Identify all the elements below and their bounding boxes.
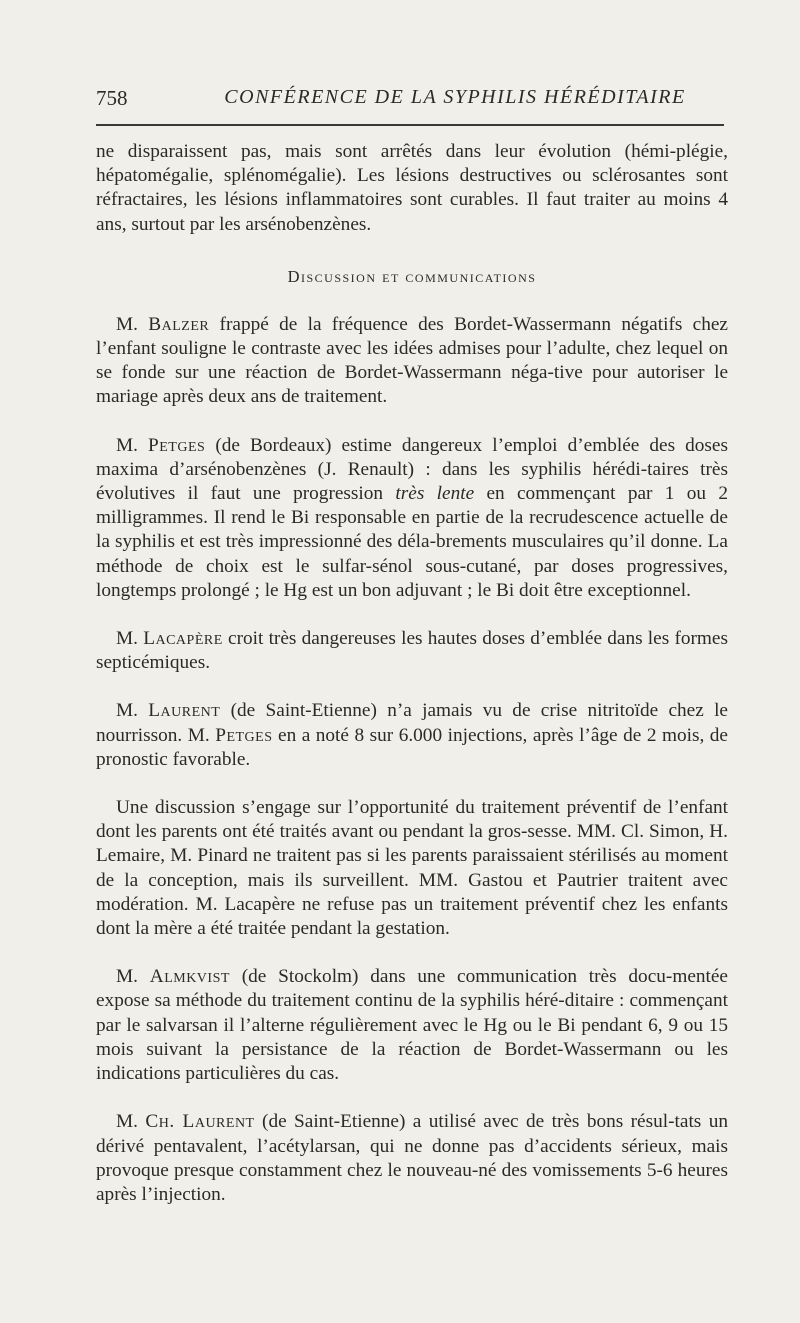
paragraph-balzer: M. Balzer frappé de la fréquence des Bordet-Wassermann négatifs chez l’enfant souligne le contraste avec les idées admises pour l’adulte, chez lequel on se fonde sur une réaction de Bordet-Wassermann néga-tive pour autoriser le mariage après deux ans de traitement. bbox=[96, 313, 728, 408]
paragraph-lacapere: M. Lacapère croit très dangereuses les hautes doses d’emblée dans les formes septicémiques. bbox=[96, 628, 728, 674]
intro-paragraph: ne disparaissent pas, mais sont arrêtés dans leur évolution (hémi-plégie, hépatomégalie, splénomégalie). Les lésions destructives ou sclérosantes sont réfractaires, les lésions inflammatoires sont curables. Il faut traiter au moins 4 ans, surtout par les arsénobenzènes. bbox=[96, 141, 728, 235]
author-name: Lacapère bbox=[143, 628, 223, 650]
paragraph-petges: M. Petges (de Bordeaux) estime dangereux l’emploi d’emblée des doses maxima d’arsénobenzènes (J. Renault) : dans les syphilis hérédi-taires très évolutives il faut une progression très lente en commençant par 1 ou 2 milligrammes. Il rend le Bi responsable en partie de la recrudescence actuelle de la syphilis et est très impressionné des déla-brements musculaires qu’il donne. La méthode de choix est le sulfar-sénol sous-cutané, par doses progressives, longtemps prolongé ; le Hg est un bon adjuvant ; le Bi doit être exceptionnel. bbox=[96, 434, 729, 601]
paragraph-ch-laurent: M. Ch. Laurent (de Saint-Etienne) a utilisé avec de très bons résul-tats un dérivé pentavalent, l’acétylarsan, qui ne donne pas d’accidents sérieux, mais provoque presque constamment chez le nouveau-né des vomissements 5-6 heures après l’injection. bbox=[96, 1111, 728, 1205]
author-name: Almkvist bbox=[149, 966, 230, 988]
author-name: Petges bbox=[215, 724, 273, 746]
paragraph-laurent: M. Laurent (de Saint-Etienne) n’a jamais vu de crise nitritoïde chez le nourrisson. M. Petges en a noté 8 sur 6.000 injections, après l’âge de 2 mois, de pronostic favorable. bbox=[96, 700, 728, 770]
page-number: 758 bbox=[96, 86, 128, 110]
emphasis: très lente bbox=[395, 483, 475, 505]
page-header bbox=[96, 82, 724, 118]
author-name: Petges bbox=[148, 434, 206, 456]
paragraph-almkvist: M. Almkvist (de Stockolm) dans une communication très docu-mentée expose sa méthode du traitement continu de la syphilis héré-ditaire : commençant par le salvarsan il l’alterne régulièrement avec le Hg ou le Bi pendant 6, 9 ou 15 mois suivant la persistance de la réaction de Bordet-Wassermann ou les indications particulières du cas. bbox=[96, 966, 728, 1085]
page-body bbox=[96, 140, 728, 1207]
section-heading: Discussion et communications bbox=[287, 266, 537, 286]
author-name: Laurent bbox=[148, 700, 221, 722]
author-name: Ch. Laurent bbox=[145, 1111, 255, 1133]
header-rule bbox=[96, 124, 724, 126]
paragraph-discussion: Une discussion s’engage sur l’opportunité du traitement préventif de l’enfant dont les parents ont été traités avant ou pendant la gros-sesse. MM. Cl. Simon, H. Lemaire, M. Pinard ne traitent pas si les parents paraissaient stérilisés au moment de la conception, mais ils surveillent. MM. Gastou et Pautrier traitent avec modération. M. Lacapère ne refuse pas un traitement préventif chez les enfants dont la mère a été traitée pendant la gestation. bbox=[96, 797, 728, 940]
running-title: CONFÉRENCE DE LA SYPHILIS HÉRÉDITAIRE bbox=[224, 86, 686, 108]
author-name: Balzer bbox=[148, 313, 210, 335]
